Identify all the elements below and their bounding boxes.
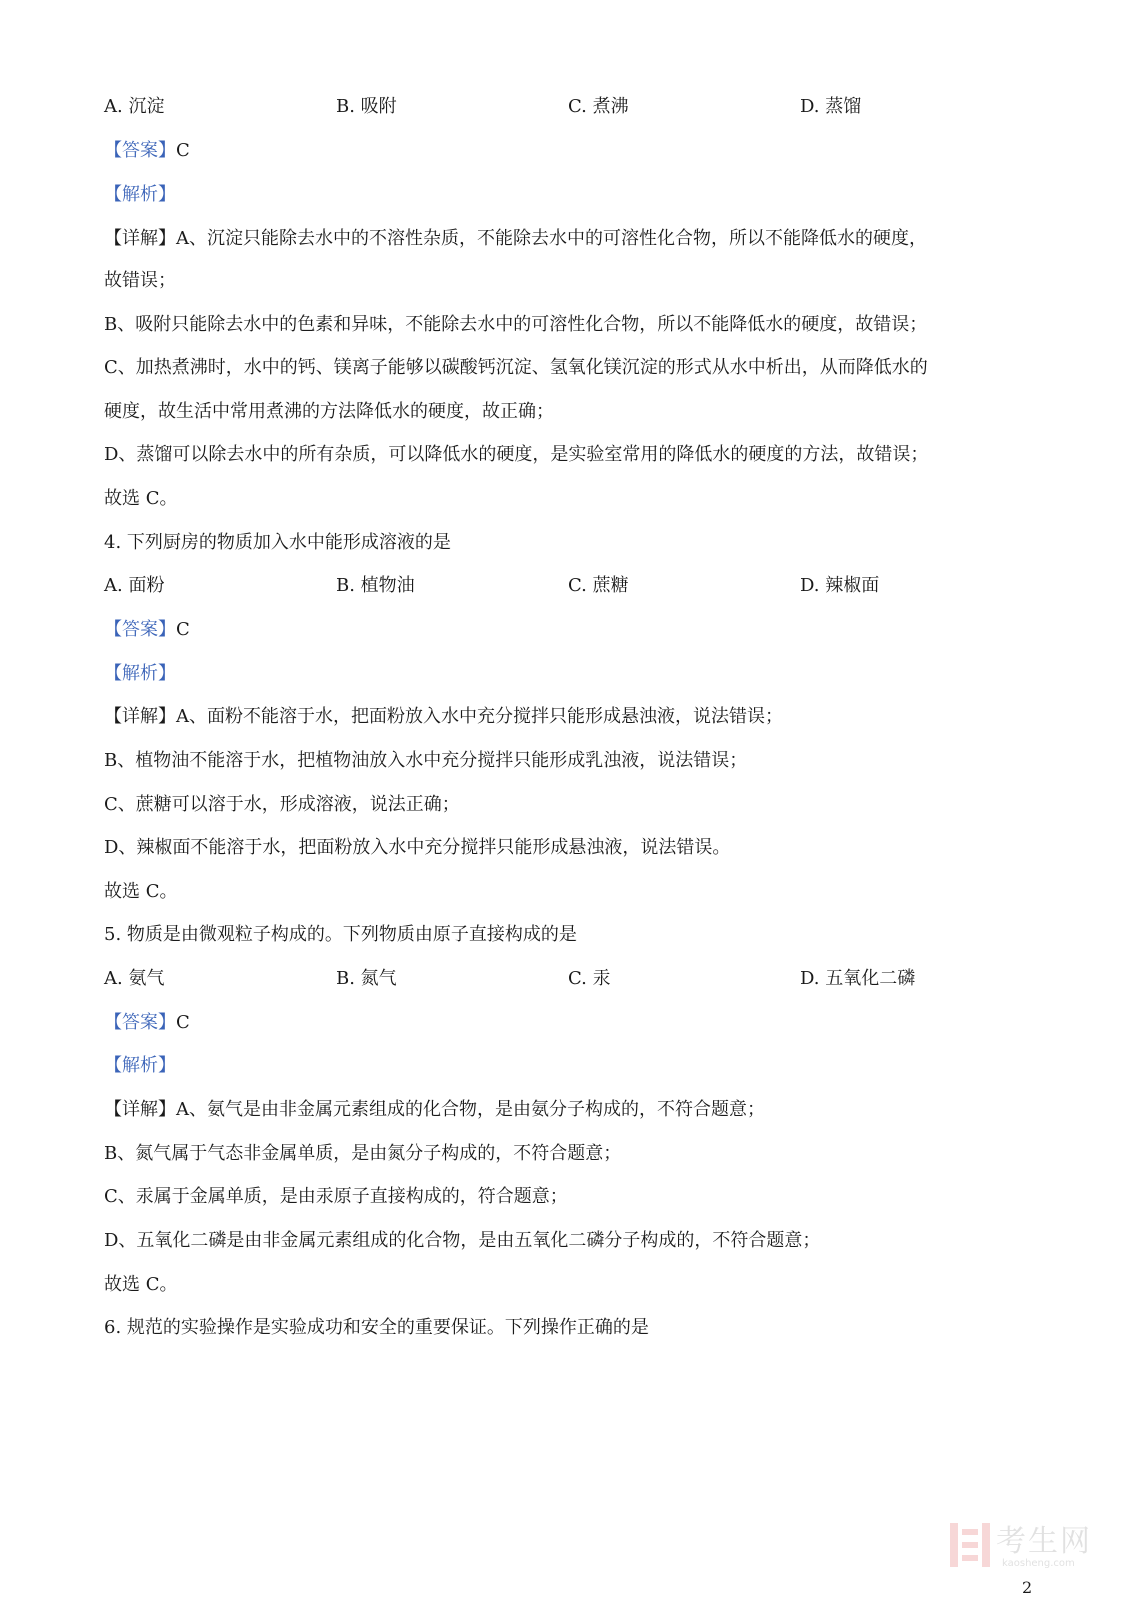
q4-detail-line (104, 702, 783, 732)
q5-detail-line (104, 1095, 765, 1125)
q4-option-d: D. 辣椒面 (800, 575, 880, 596)
detail-tag: 【详解】 (104, 706, 176, 727)
q4-option-c: C. 蔗糖 (568, 575, 629, 596)
q5-options (104, 964, 1004, 994)
detail-text: A、氨气是由非金属元素组成的化合物，是由氨分子构成的，不符合题意； (176, 1099, 765, 1120)
answer-tag: 【答案】 (104, 1012, 176, 1033)
answer-value: C (176, 140, 190, 161)
q3-option-d: D. 蒸馏 (800, 96, 862, 117)
answer-value: C (176, 619, 190, 640)
q6-question: 6. 规范的实验操作是实验成功和安全的重要保证。下列操作正确的是 (104, 1317, 649, 1338)
q4-conclusion: 故选 C。 (104, 881, 178, 902)
q3-detail-line: 硬度，故生活中常用煮沸的方法降低水的硬度，故正确； (104, 401, 554, 422)
q5-option-d: D. 五氧化二磷 (800, 968, 916, 989)
answer-value: C (176, 1012, 190, 1033)
q4-answer (104, 615, 190, 645)
q4-detail-line: B、植物油不能溶于水，把植物油放入水中充分搅拌只能形成乳浊液，说法错误； (104, 750, 748, 771)
q3-options (104, 92, 1004, 122)
q4-option-b: B. 植物油 (336, 575, 415, 596)
page-number: 2 (1022, 1578, 1033, 1597)
watermark-logo-icon (950, 1523, 990, 1567)
q4-question: 4. 下列厨房的物质加入水中能形成溶液的是 (104, 532, 451, 553)
detail-text: A、沉淀只能除去水中的不溶性杂质，不能除去水中的可溶性化合物，所以不能降低水的硬度， (176, 228, 927, 249)
detail-text: A、面粉不能溶于水，把面粉放入水中充分搅拌只能形成悬浊液，说法错误； (176, 706, 783, 727)
q5-question: 5. 物质是由微观粒子构成的。下列物质由原子直接构成的是 (104, 924, 577, 945)
q3-conclusion: 故选 C。 (104, 488, 178, 509)
q5-detail-line: D、五氧化二磷是由非金属元素组成的化合物，是由五氧化二磷分子构成的，不符合题意； (104, 1230, 821, 1251)
q5-detail-line: C、汞属于金属单质，是由汞原子直接构成的，符合题意； (104, 1186, 568, 1207)
q4-option-a: A. 面粉 (104, 575, 165, 596)
q5-option-c: C. 汞 (568, 968, 611, 989)
q3-option-b: B. 吸附 (336, 96, 397, 117)
q3-option-c: C. 煮沸 (568, 96, 629, 117)
q3-detail-line: D、蒸馏可以除去水中的所有杂质，可以降低水的硬度，是实验室常用的降低水的硬度的方法，故错误； (104, 444, 929, 465)
q3-answer (104, 136, 190, 166)
detail-tag: 【详解】 (104, 1099, 176, 1120)
q3-option-a: A. 沉淀 (104, 96, 165, 117)
q3-detail-line: B、吸附只能除去水中的色素和异味，不能除去水中的可溶性化合物，所以不能降低水的硬度，故错误； (104, 314, 928, 335)
detail-tag: 【详解】 (104, 228, 176, 249)
watermark (950, 1523, 1110, 1573)
q3-detail-line: 故错误； (104, 270, 176, 291)
q4-analysis-tag: 【解析】 (104, 663, 176, 684)
q5-analysis-tag: 【解析】 (104, 1055, 176, 1076)
q3-analysis-tag: 【解析】 (104, 184, 176, 205)
q3-detail-line (104, 224, 927, 254)
answer-tag: 【答案】 (104, 140, 176, 161)
q3-detail-line: C、加热煮沸时，水中的钙、镁离子能够以碳酸钙沉淀、氢氧化镁沉淀的形式从水中析出，从而降低水的 (104, 357, 928, 378)
q5-answer (104, 1008, 190, 1038)
watermark-text: 考生网 (996, 1524, 1092, 1559)
q5-option-a: A. 氨气 (104, 968, 165, 989)
q5-detail-line: B、氮气属于气态非金属单质，是由氮分子构成的，不符合题意； (104, 1143, 622, 1164)
watermark-subtext: kaosheng.com (1002, 1558, 1075, 1569)
q4-options (104, 571, 1004, 601)
q4-detail-line: D、辣椒面不能溶于水，把面粉放入水中充分搅拌只能形成悬浊液，说法错误。 (104, 837, 731, 858)
q5-conclusion: 故选 C。 (104, 1274, 178, 1295)
q5-option-b: B. 氮气 (336, 968, 397, 989)
answer-tag: 【答案】 (104, 619, 176, 640)
q4-detail-line: C、蔗糖可以溶于水，形成溶液，说法正确； (104, 794, 460, 815)
